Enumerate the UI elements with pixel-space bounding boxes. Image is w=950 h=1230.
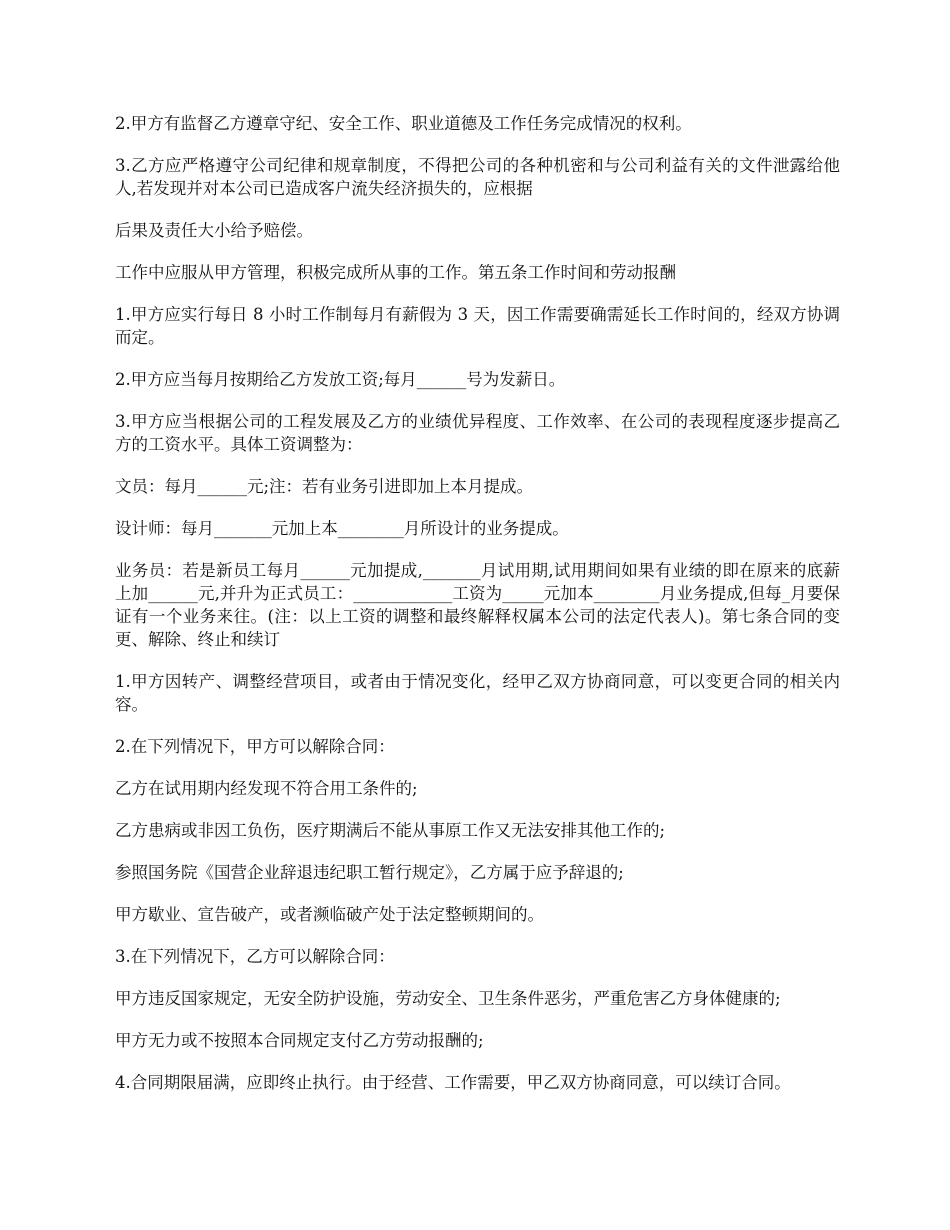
paragraph-probation-failure: 乙方在试用期内经发现不符合用工条件的; bbox=[115, 779, 418, 798]
paragraph-work-hours: 1.甲方应实行每日 8 小时工作制每月有薪假为 3 天，因工作需要确需延长工作时间的，经双方协调而定。 bbox=[115, 305, 840, 347]
paragraph-salesperson-salary: 业务员：若是新员工每月______元加提成,_______月试用期,试用期间如果有业绩的即在原来的底薪上加______元,并升为正式员工：____________工资为_____元加本________月业务提成,但每_月要保证有一个业务来往。(注：以上工资的调整和最终解释权属本公司的法定代表人)。第七条合同的变更、解除、终止和续订 bbox=[115, 561, 840, 649]
paragraph-designer-salary: 设计师：每月_______元加上本________月所设计的业务提成。 bbox=[115, 519, 569, 538]
paragraph-party-a-termination: 2.在下列情况下，甲方可以解除合同： bbox=[115, 737, 395, 756]
paragraph-party-b-termination: 3.在下列情况下，乙方可以解除合同： bbox=[115, 947, 395, 966]
paragraph-unpaid-wages: 甲方无力或不按照本合同规定支付乙方劳动报酬的; bbox=[115, 1031, 484, 1050]
paragraph-contract-expiry: 4.合同期限届满，应即终止执行。由于经营、工作需要，甲乙双方协商同意，可以续订合同。 bbox=[115, 1073, 791, 1092]
paragraph-salary-adjustment: 3.甲方应当根据公司的工程发展及乙方的业绩优异程度、工作效率、在公司的表现程度逐步提高乙方的工资水平。具体工资调整为： bbox=[115, 412, 840, 454]
paragraph-dismissal-rule: 参照国务院《国营企业辞退违纪职工暂行规定》，乙方属于应予辞退的; bbox=[115, 863, 624, 882]
paragraph-clerk-salary: 文员：每月______元;注：若有业务引进即加上本月提成。 bbox=[115, 477, 534, 496]
paragraph-bankruptcy: 甲方歇业、宣告破产，或者濒临破产处于法定整顿期间的。 bbox=[115, 905, 544, 924]
paragraph-article-five-heading: 工作中应服从甲方管理，积极完成所从事的工作。第五条工作时间和劳动报酬 bbox=[115, 263, 676, 282]
paragraph-confidentiality: 3.乙方应严格遵守公司纪律和规章制度，不得把公司的各种机密和与公司利益有关的文件泄露给他人,若发现并对本公司已造成客户流失经济损失的，应根据 bbox=[115, 156, 840, 198]
document-body bbox=[115, 112, 840, 1113]
paragraph-payday: 2.甲方应当每月按期给乙方发放工资;每月______号为发薪日。 bbox=[115, 370, 566, 389]
paragraph-unsafe-conditions: 甲方违反国家规定，无安全防护设施，劳动安全、卫生条件恶劣，严重危害乙方身体健康的; bbox=[115, 989, 781, 1008]
paragraph-compensation: 后果及责任大小给予赔偿。 bbox=[115, 221, 313, 240]
paragraph-contract-change: 1.甲方因转产、调整经营项目，或者由于情况变化，经甲乙双方协商同意，可以变更合同的相关内容。 bbox=[115, 672, 840, 714]
paragraph-supervision-right: 2.甲方有监督乙方遵章守纪、安全工作、职业道德及工作任务完成情况的权利。 bbox=[115, 114, 692, 133]
paragraph-illness: 乙方患病或非因工负伤，医疗期满后不能从事原工作又无法安排其他工作的; bbox=[115, 821, 666, 840]
